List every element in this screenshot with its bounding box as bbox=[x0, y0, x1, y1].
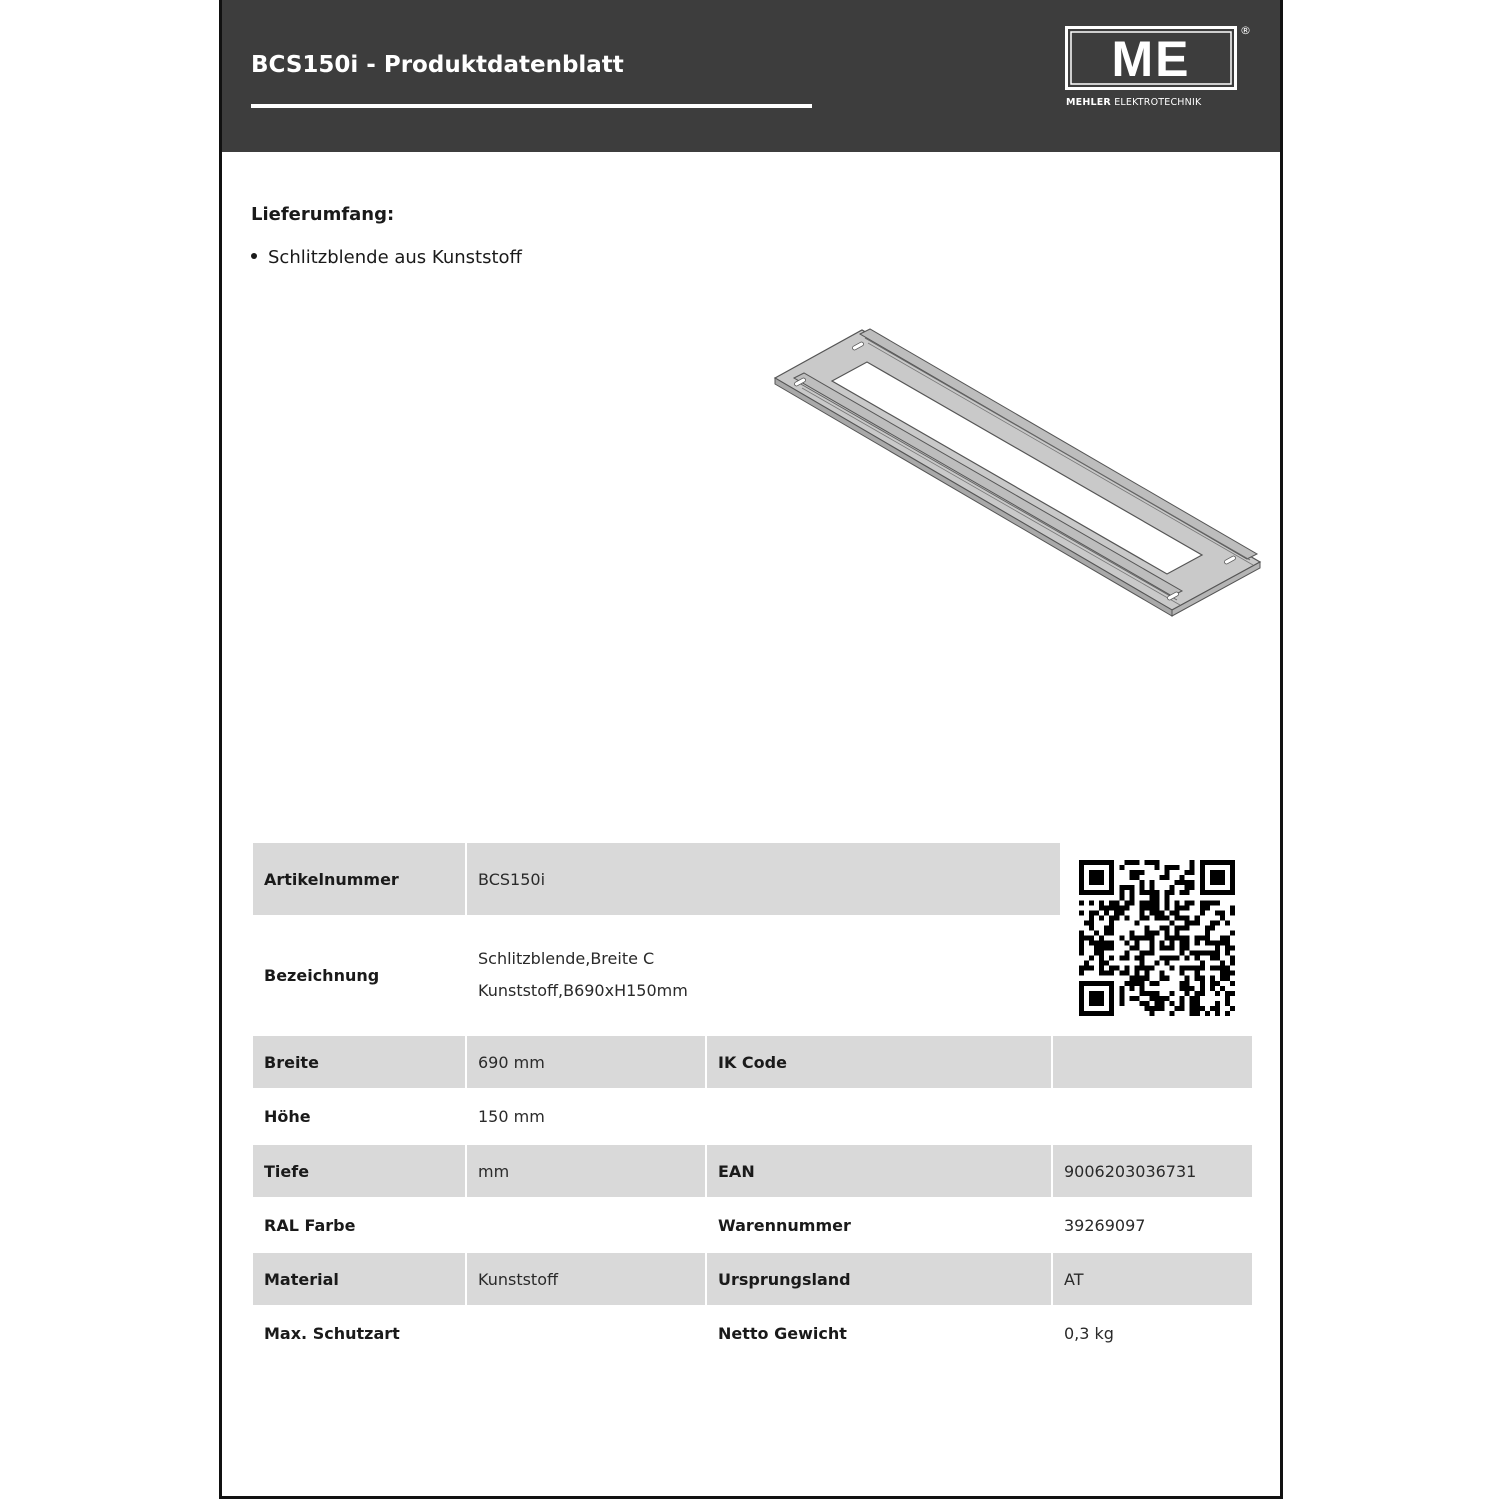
ral-farbe-value bbox=[467, 1199, 705, 1251]
hoehe-value: 150 mm bbox=[478, 1106, 545, 1126]
qr-code-icon bbox=[1079, 860, 1235, 1016]
bezeichnung-line-1: Schlitzblende,Breite C bbox=[478, 949, 655, 968]
tiefe-label: Tiefe bbox=[253, 1145, 465, 1197]
warennummer-label: Warennummer bbox=[718, 1215, 851, 1235]
ursprungsland-value: AT bbox=[1053, 1253, 1252, 1305]
material-label: Material bbox=[253, 1253, 465, 1305]
hoehe-label: Höhe bbox=[264, 1106, 311, 1126]
ik-code-value bbox=[1053, 1036, 1252, 1088]
ik-code-label: IK Code bbox=[707, 1036, 1051, 1088]
schutzart-value bbox=[467, 1307, 705, 1359]
material-value: Kunststoff bbox=[467, 1253, 705, 1305]
breite-label: Breite bbox=[253, 1036, 465, 1088]
delivery-item-text: Schlitzblende aus Kunststoff bbox=[268, 247, 522, 268]
delivery-item bbox=[251, 247, 522, 268]
logo-letters: ME bbox=[1111, 31, 1191, 87]
ean-label: EAN bbox=[707, 1145, 1051, 1197]
warennummer-value: 39269097 bbox=[1064, 1215, 1146, 1235]
logo-brand: MEHLER bbox=[1066, 97, 1111, 108]
schutzart-label: Max. Schutzart bbox=[264, 1323, 400, 1343]
datasheet-page bbox=[219, 0, 1283, 1499]
delivery-scope-label: Lieferumfang: bbox=[251, 204, 395, 225]
logo-division: ELEKTROTECHNIK bbox=[1114, 97, 1202, 108]
breite-value: 690 mm bbox=[467, 1036, 705, 1088]
page-title: BCS150i - Produktdatenblatt bbox=[251, 52, 624, 78]
mehler-logo-icon bbox=[1065, 26, 1237, 90]
bezeichnung-label: Bezeichnung bbox=[264, 965, 380, 985]
bezeichnung-line-2: Kunststoff,B690xH150mm bbox=[478, 981, 688, 1000]
ral-farbe-label: RAL Farbe bbox=[264, 1215, 356, 1235]
ursprungsland-label: Ursprungsland bbox=[707, 1253, 1051, 1305]
bezeichnung-value bbox=[467, 917, 1060, 1033]
bullet-icon bbox=[251, 253, 257, 259]
netto-gewicht-value: 0,3 kg bbox=[1064, 1323, 1114, 1343]
logo-subtitle bbox=[1066, 97, 1201, 108]
page-header bbox=[222, 0, 1280, 152]
slot-panel-product-icon bbox=[772, 328, 1262, 620]
tiefe-value: mm bbox=[467, 1145, 705, 1197]
artikelnummer-value: BCS150i bbox=[467, 843, 1060, 915]
netto-gewicht-label: Netto Gewicht bbox=[718, 1323, 847, 1343]
ean-value: 9006203036731 bbox=[1053, 1145, 1252, 1197]
title-underline bbox=[251, 104, 812, 108]
registered-mark: ® bbox=[1240, 24, 1251, 37]
artikelnummer-label: Artikelnummer bbox=[253, 843, 465, 915]
